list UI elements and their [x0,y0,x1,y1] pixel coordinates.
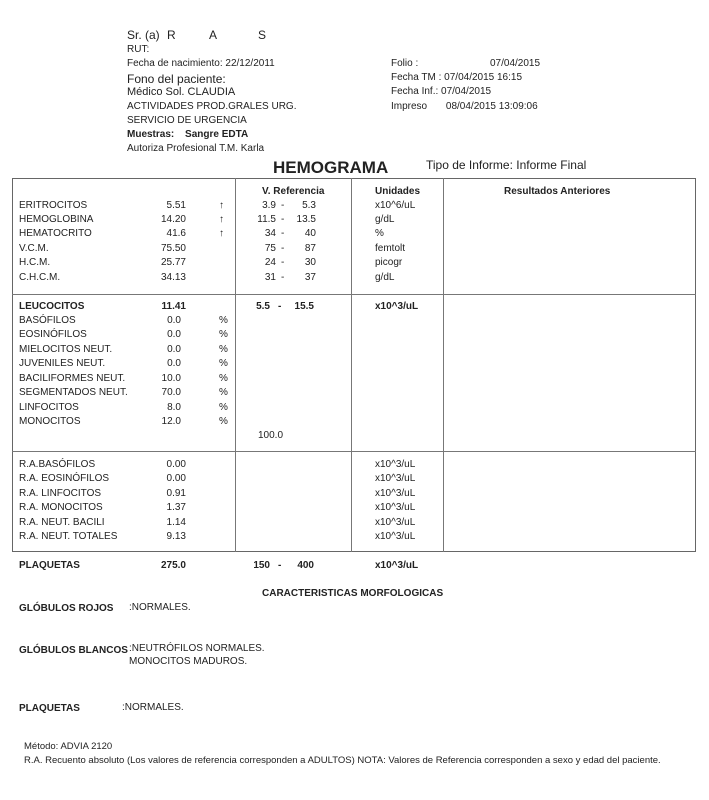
test-name: ERITROCITOS [19,200,88,211]
patient-name-label: Sr. (a) [127,28,160,42]
table-row [0,256,700,270]
test-value: 1.14 [166,517,186,528]
test-name: R.A. NEUT. BACILI [19,517,105,528]
test-name: R.A.BASÓFILOS [19,459,96,470]
header-units: Unidades [375,186,421,197]
table-row [0,242,700,256]
test-unit: % [219,329,228,340]
high-flag-icon: ↑ [219,228,224,239]
test-value: 11.41 [161,301,186,312]
red-cells-value: :NORMALES. [129,602,191,613]
platelets-morph-label: PLAQUETAS [19,703,80,714]
patient-rut: RUT: [127,44,150,55]
ref-high: 37 [304,272,316,283]
test-unit: x10^3/uL [375,531,416,542]
test-value: 25.77 [160,257,186,268]
table-row [0,501,700,515]
patient-name-part-3: S [258,28,267,42]
date-tm: Fecha TM : 07/04/2015 16:15 [391,72,523,83]
report-type-value: Informe Final [516,158,587,172]
test-unit: g/dL [375,272,395,283]
ref-dash: - [281,200,285,211]
table-row [0,271,700,285]
test-unit: % [219,402,228,413]
date-inf: Fecha Inf.: 07/04/2015 [391,86,492,97]
test-value: 0.0 [167,329,181,340]
patient-birth: Fecha de nacimiento: 22/12/2011 [127,58,275,69]
ref-low: 31 [264,272,276,283]
table-row [0,530,700,544]
test-value: 41.6 [166,228,186,239]
table-row [0,300,700,314]
ref-low: 75 [264,243,276,254]
test-name: R.A. EOSINÓFILOS [19,473,110,484]
ref-high: 87 [304,243,316,254]
test-name: R.A. NEUT. TOTALES [19,531,118,542]
test-name: PLAQUETAS [19,560,80,571]
ref-low: 5.5 [256,301,270,312]
test-unit: % [219,344,228,355]
test-value: 70.0 [161,387,181,398]
ref-high: 30 [304,257,316,268]
printed-label: Impreso [391,101,428,112]
test-value: 9.13 [166,531,186,542]
platelets-row [0,559,700,573]
test-unit: % [219,373,228,384]
ref-low: 11.5 [257,214,276,225]
ref-dash: - [281,272,285,283]
test-value: 0.91 [166,488,186,499]
test-name: H.C.M. [19,257,51,268]
test-value: 14.20 [160,214,186,225]
section-divider-2 [12,451,696,452]
ref-dash: - [281,243,285,254]
ref-high: 5.3 [302,200,316,211]
test-value: 1.37 [166,502,186,513]
ref-dash: - [281,214,285,225]
test-value: 10.0 [161,373,181,384]
test-name: R.A. MONOCITOS [19,502,103,513]
patient-name-part-1: R [167,28,176,42]
test-unit: x10^3/uL [375,502,416,513]
sample-label: Muestras: [127,129,175,140]
sample-line [127,129,248,140]
white-cells-value-2: MONOCITOS MADUROS. [129,656,248,667]
table-row [0,343,700,357]
test-unit: x10^3/uL [375,301,419,312]
ref-dash: - [281,257,285,268]
test-name: MONOCITOS [19,416,81,427]
folio-label: Folio : [391,58,419,69]
ref-dash: - [278,560,282,571]
test-name: HEMOGLOBINA [19,214,94,225]
test-unit: x10^3/uL [375,488,416,499]
test-name: LINFOCITOS [19,402,79,413]
differential-total: 100.0 [258,430,284,441]
test-unit: % [375,228,384,239]
test-name: R.A. LINFOCITOS [19,488,102,499]
activity: ACTIVIDADES PROD.GRALES URG. [127,101,297,112]
test-value: 75.50 [160,243,186,254]
test-value: 12.0 [161,416,181,427]
test-unit: % [219,358,228,369]
test-value: 275.0 [160,560,186,571]
test-value: 34.13 [160,272,186,283]
test-name: V.C.M. [19,243,49,254]
high-flag-icon: ↑ [219,214,224,225]
test-name: BACILIFORMES NEUT. [19,373,126,384]
section-divider-1 [12,294,696,295]
ref-high: 400 [297,560,314,571]
folio-value: 07/04/2015 [490,58,541,69]
platelets-morph-value: :NORMALES. [122,702,184,713]
patient-phone: Fono del paciente: [127,72,226,86]
table-row [0,458,700,472]
white-cells-label: GLÓBULOS BLANCOS [19,645,128,656]
test-value: 0.00 [166,473,186,484]
test-unit: x10^3/uL [375,459,416,470]
test-name: MIELOCITOS NEUT. [19,344,113,355]
test-name: SEGMENTADOS NEUT. [19,387,128,398]
test-name: LEUCOCITOS [19,301,85,312]
report-type [426,158,586,172]
table-row [0,386,700,400]
ref-high: 15.5 [294,301,314,312]
ref-low: 34 [264,228,276,239]
table-row [0,213,700,227]
printed-value: 08/04/2015 13:09:06 [445,101,538,112]
ref-dash: - [278,301,282,312]
test-value: 8.0 [167,402,181,413]
sample-value: Sangre EDTA [185,129,249,140]
test-value: 5.51 [166,200,186,211]
white-cells-value-1: :NEUTRÓFILOS NORMALES. [129,643,265,654]
red-cells-label: GLÓBULOS ROJOS [19,603,114,614]
morphology-title: CARACTERISTICAS MORFOLOGICAS [262,588,444,599]
patient-name-part-2: A [209,28,218,42]
test-value: 0.0 [167,358,181,369]
table-row [0,415,700,429]
header-reference: V. Referencia [262,186,325,197]
table-row [0,372,700,386]
patient-name-line [127,28,267,42]
authorizer: Autoriza Profesional T.M. Karla [127,143,265,154]
test-unit: x10^3/uL [375,560,419,571]
test-name: EOSINÓFILOS [19,329,87,340]
report-type-label: Tipo de Informe: [426,158,513,172]
ref-high: 13.5 [296,214,316,225]
ref-high: 40 [304,228,316,239]
table-row [0,401,700,415]
ref-low: 24 [264,257,276,268]
test-unit: g/dL [375,214,395,225]
ref-low: 3.9 [262,200,276,211]
test-name: HEMATOCRITO [19,228,92,239]
test-unit: picogr [375,257,403,268]
test-unit: x10^3/uL [375,473,416,484]
test-unit: % [219,387,228,398]
table-row [0,199,700,213]
printed-line [391,101,538,112]
test-unit: femtolt [375,243,406,254]
service: SERVICIO DE URGENCIA [127,115,247,126]
table-row [0,516,700,530]
test-name: BASÓFILOS [19,315,76,326]
test-value: 0.0 [167,344,181,355]
header-previous-results: Resultados Anteriores [504,186,611,197]
test-value: 0.0 [167,315,181,326]
high-flag-icon: ↑ [219,200,224,211]
test-value: 0.00 [166,459,186,470]
requesting-doctor: Médico Sol. CLAUDIA [127,86,236,98]
report-title: HEMOGRAMA [273,158,389,177]
test-unit: % [219,416,228,427]
test-unit: x10^3/uL [375,517,416,528]
table-row [0,328,700,342]
table-row [0,472,700,486]
ref-low: 150 [253,560,270,571]
ref-dash: - [281,228,285,239]
footnote: R.A. Recuento absoluto (Los valores de referencia corresponden a ADULTOS) NOTA: Valores de Referencia corresponden a sexo y edad del paciente. [24,755,661,766]
test-unit: x10^6/uL [375,200,416,211]
table-row [0,487,700,501]
table-row [0,314,700,328]
table-row [0,357,700,371]
test-unit: % [219,315,228,326]
test-name: C.H.C.M. [19,272,61,283]
method-line: Método: ADVIA 2120 [24,741,113,752]
table-row [0,227,700,241]
test-name: JUVENILES NEUT. [19,358,106,369]
